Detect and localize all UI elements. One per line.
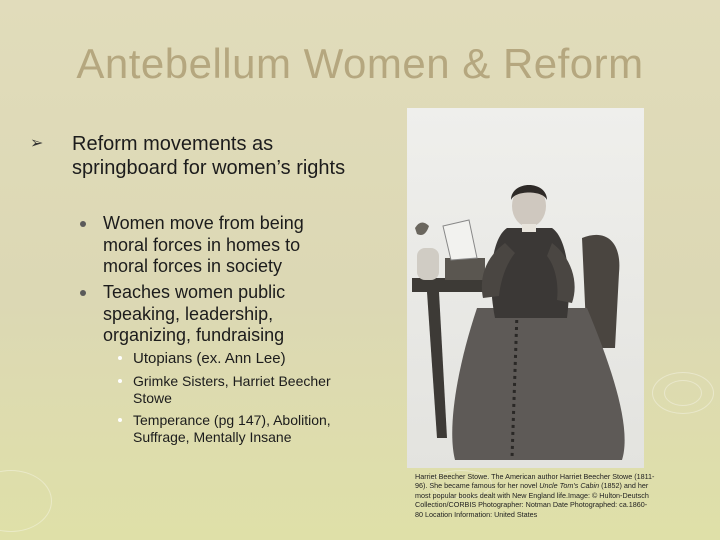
decor-swirl [664,380,702,406]
harriet-beecher-stowe-photo [407,108,644,468]
sub-bullet-text: Women move from being moral forces in homes to moral forces in society [103,213,304,276]
arrow-bullet-icon: ➢ [30,135,44,152]
bullet-dot-icon [118,356,122,360]
bullet-dot-icon [80,290,86,296]
bullet-dot-icon [80,221,86,227]
photo-caption [415,472,655,519]
sub-sub-bullet-text: Grimke Sisters, Harriet Beecher Stowe [133,373,331,406]
sub-bullet-text: Teaches women public speaking, leadership, organizing, fundraising [103,282,286,345]
sub-sub-bullet-text: Temperance (pg 147), Abolition, Suffrage, Mentally Insane [133,412,331,445]
bullet-dot-icon [118,418,122,422]
sub-sub-bullet-text: Utopians (ex. Ann Lee) [133,350,286,367]
portrait-photo-icon [407,108,644,468]
caption-text-continued: (1852) and her most popular books dealt with New England life.Image: © Hulton-Deutsch Collection/CORBIS Photographer: Notman Date Photographed: ca.1860-80 Location Information: United States [415,481,649,519]
caption-book-title: Uncle Tom's Cabin [539,481,600,491]
bullet-dot-icon [118,379,122,383]
slide-title: Antebellum Women & Reform [76,40,644,87]
main-bullet-text: Reform movements as springboard for women’s rights [72,133,346,179]
caption-text: Harriet Beecher Stowe. The American author Harriet Beecher Stowe (1811-96). She became famous for her novel [415,472,655,491]
decor-swirl [0,470,52,532]
